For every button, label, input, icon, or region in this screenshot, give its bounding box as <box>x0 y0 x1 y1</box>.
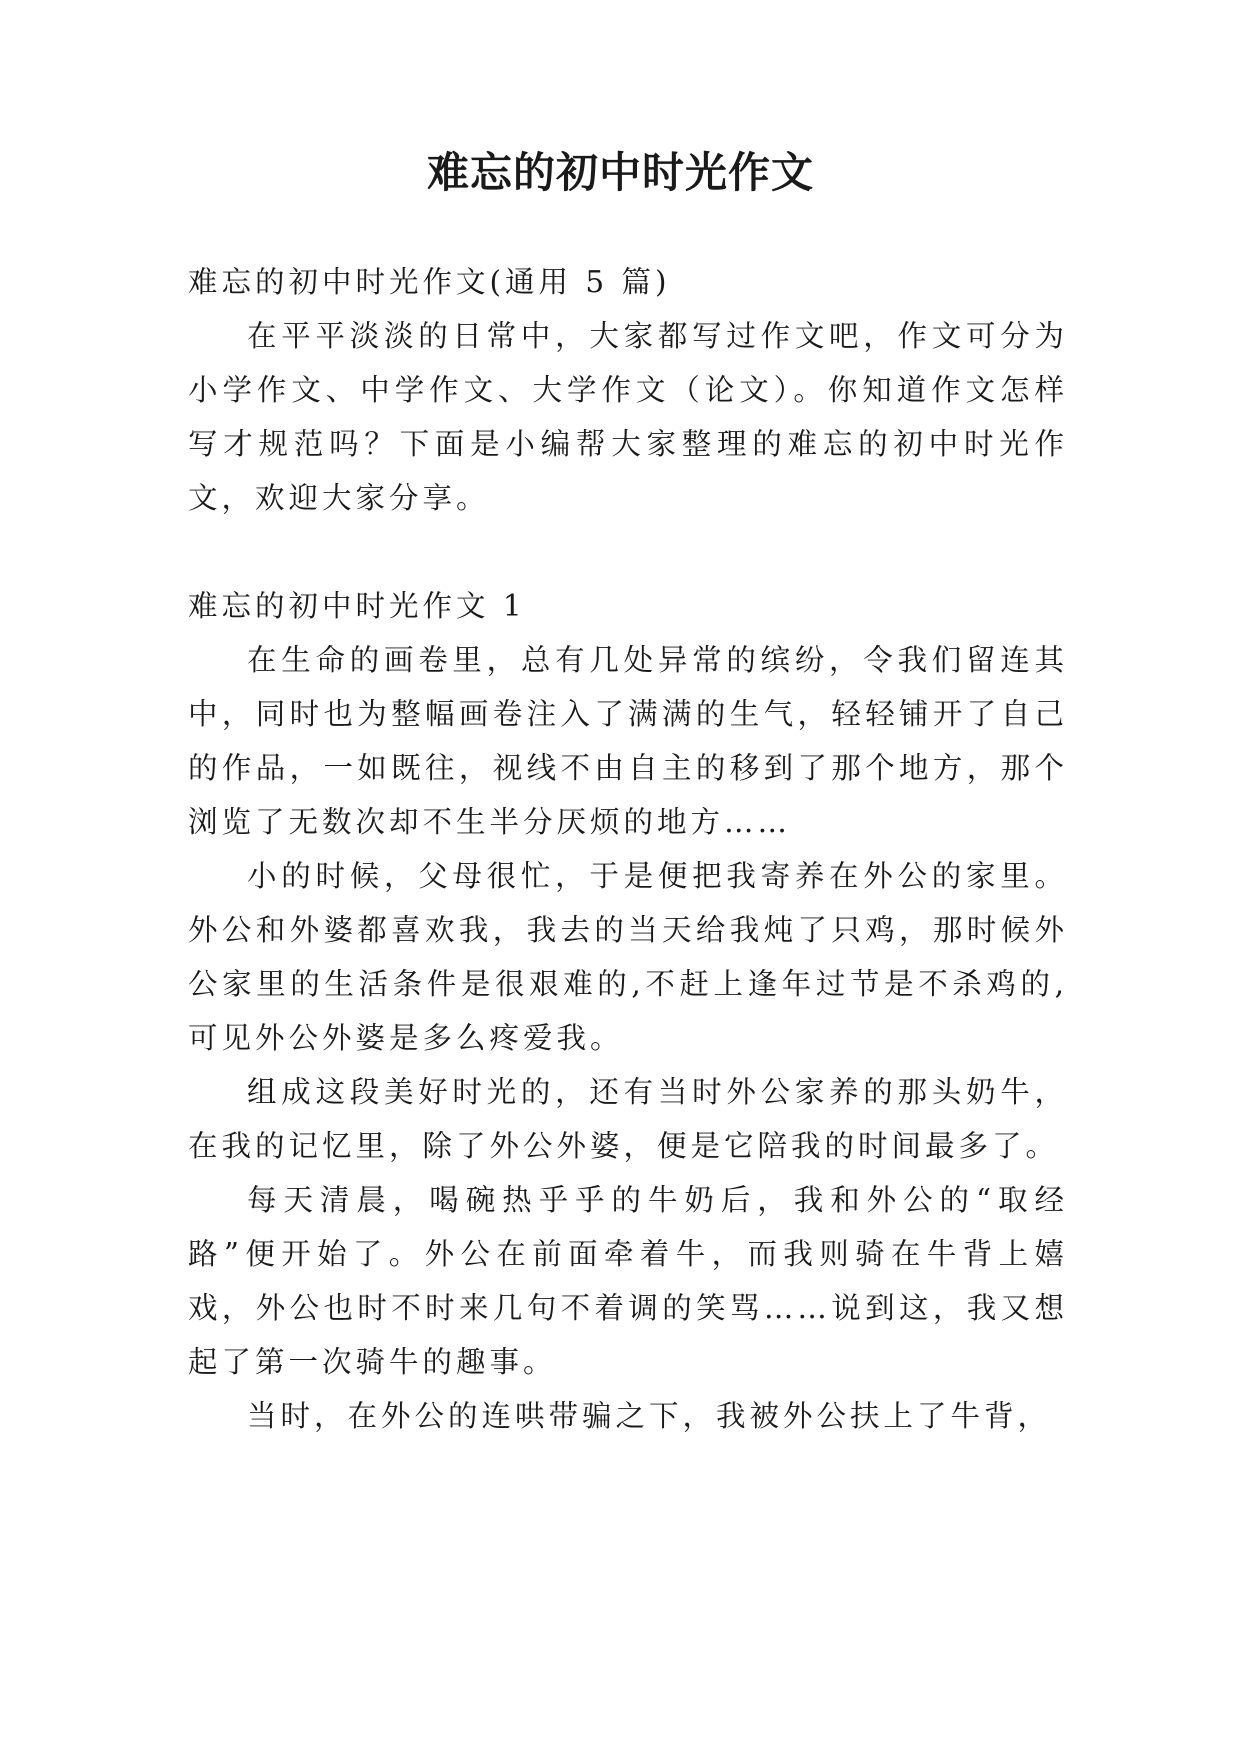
section-spacer <box>188 525 1068 579</box>
body-paragraph: 在生命的画卷里，总有几处异常的缤纷，令我们留连其中，同时也为整幅画卷注入了满满的生气，轻轻铺开了自己的作品，一如既往，视线不由自主的移到了那个地方，那个浏览了无数次却不生半分厌烦的地方…… <box>188 643 1068 839</box>
body-paragraph: 每天清晨，喝碗热乎乎的牛奶后，我和外公的“取经路”便开始了。外公在前面牵着牛，而我则骑在牛背上嬉戏，外公也时不时来几句不着调的笑骂……说到这，我又想起了第一次骑牛的趣事。 <box>188 1183 1068 1379</box>
document-title: 难忘的初中时光作文 <box>426 148 814 197</box>
body-paragraph: 组成这段美好时光的，还有当时外公家养的那头奶牛，在我的记忆里，除了外公外婆，便是它陪我的时间最多了。 <box>188 1075 1068 1163</box>
body-paragraph: 当时，在外公的连哄带骗之下，我被外公扶上了牛背， <box>247 1399 1052 1433</box>
section-heading: 难忘的初中时光作文 1 <box>188 589 526 623</box>
document-body <box>188 255 1068 1443</box>
document-subtitle: 难忘的初中时光作文(通用 5 篇) <box>188 265 671 299</box>
body-paragraph: 小的时候，父母很忙，于是便把我寄养在外公的家里。外公和外婆都喜欢我，我去的当天给我炖了只鸡，那时候外公家里的生活条件是很艰难的,不赶上逢年过节是不杀鸡的,可见外公外婆是多么疼爱我。 <box>188 859 1068 1055</box>
intro-paragraph: 在平平淡淡的日常中，大家都写过作文吧，作文可分为小学作文、中学作文、大学作文（论文）。你知道作文怎样写才规范吗？下面是小编帮大家整理的难忘的初中时光作文，欢迎大家分享。 <box>188 319 1068 515</box>
